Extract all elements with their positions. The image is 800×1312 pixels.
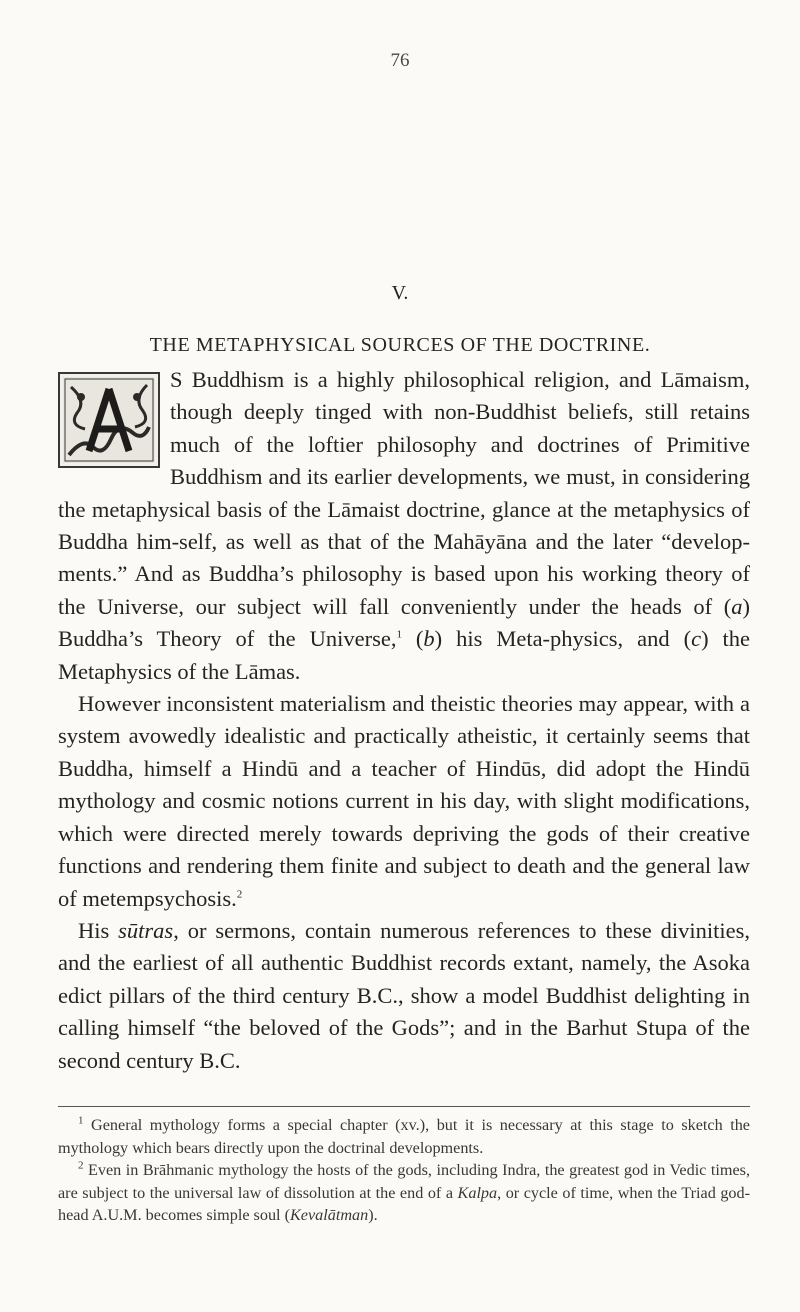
chapter-title: THE METAPHYSICAL SOURCES OF THE DOCTRINE. — [149, 334, 651, 356]
footnote-ref-1: 1 — [396, 628, 402, 641]
ornamental-initial-icon — [58, 372, 160, 468]
chapter-number: V. — [391, 282, 409, 304]
body-text — [58, 364, 750, 1077]
footnote-2: $^2$ Even in Brāhmanic mythology the hosts of the gods, including Indra, the greatest god in Vedic times, are subject to the universal law of dissolution at the end of a Kalpa, or cycle of time, when the Triad god-head A.U.M. becomes simple soul (Kevalātman). — [58, 1159, 750, 1225]
footnotes — [58, 1114, 750, 1227]
paragraph-1: S Buddhism is a highly philosophical religion, and Lāmaism, though deeply tinged with non-Buddhist beliefs, still retains much of the loftier philosophy and doctrines of Primitive Buddhism and its earlier developments, we must, in considering the metaphysical basis of the Lāmaist doctrine, glance at the metaphysics of Buddha him-self, as well as that of the Mahāyāna and the later “develop-ments.” And as Buddha’s philosophy is based upon his working theory of the Universe, our subject will fall conveniently under the heads of (a) Buddha’s Theory of the Universe,$^1$ (b) his Meta-physics, and (c) the Metaphysics of the Lāmas. — [58, 367, 750, 684]
paragraph-3: His sūtras, or sermons, contain numerous references to these divinities, and the earliest of all authentic Buddhist records extant, namely, the Asoka edict pillars of the third century B.C., show a model Buddhist delighting in calling himself “the beloved of the Gods”; and in the Barhut Stupa of the second century B.C. — [58, 917, 750, 1073]
page-number: 76 — [390, 50, 410, 71]
footnote-divider — [58, 1106, 750, 1107]
footnote-ref-2: 2 — [236, 888, 243, 900]
footnote-1: $^1$ General mythology forms a special chapter (xv.), but it is necessary at this stage to sketch the mythology which bears directly upon the doctrinal developments. — [58, 1114, 750, 1157]
paragraph-2: However inconsistent materialism and theistic theories may appear, with a system avowedly idealistic and practically atheistic, it certainly seems that Buddha, himself a Hindū and a teacher of Hindūs, did adopt the Hindū mythology and cosmic notions current in his day, with slight modifications, which were directed merely towards depriving the gods of their creative functions and rendering them finite and subject to death and the general law of metempsychosis.$^2$ — [58, 691, 750, 911]
